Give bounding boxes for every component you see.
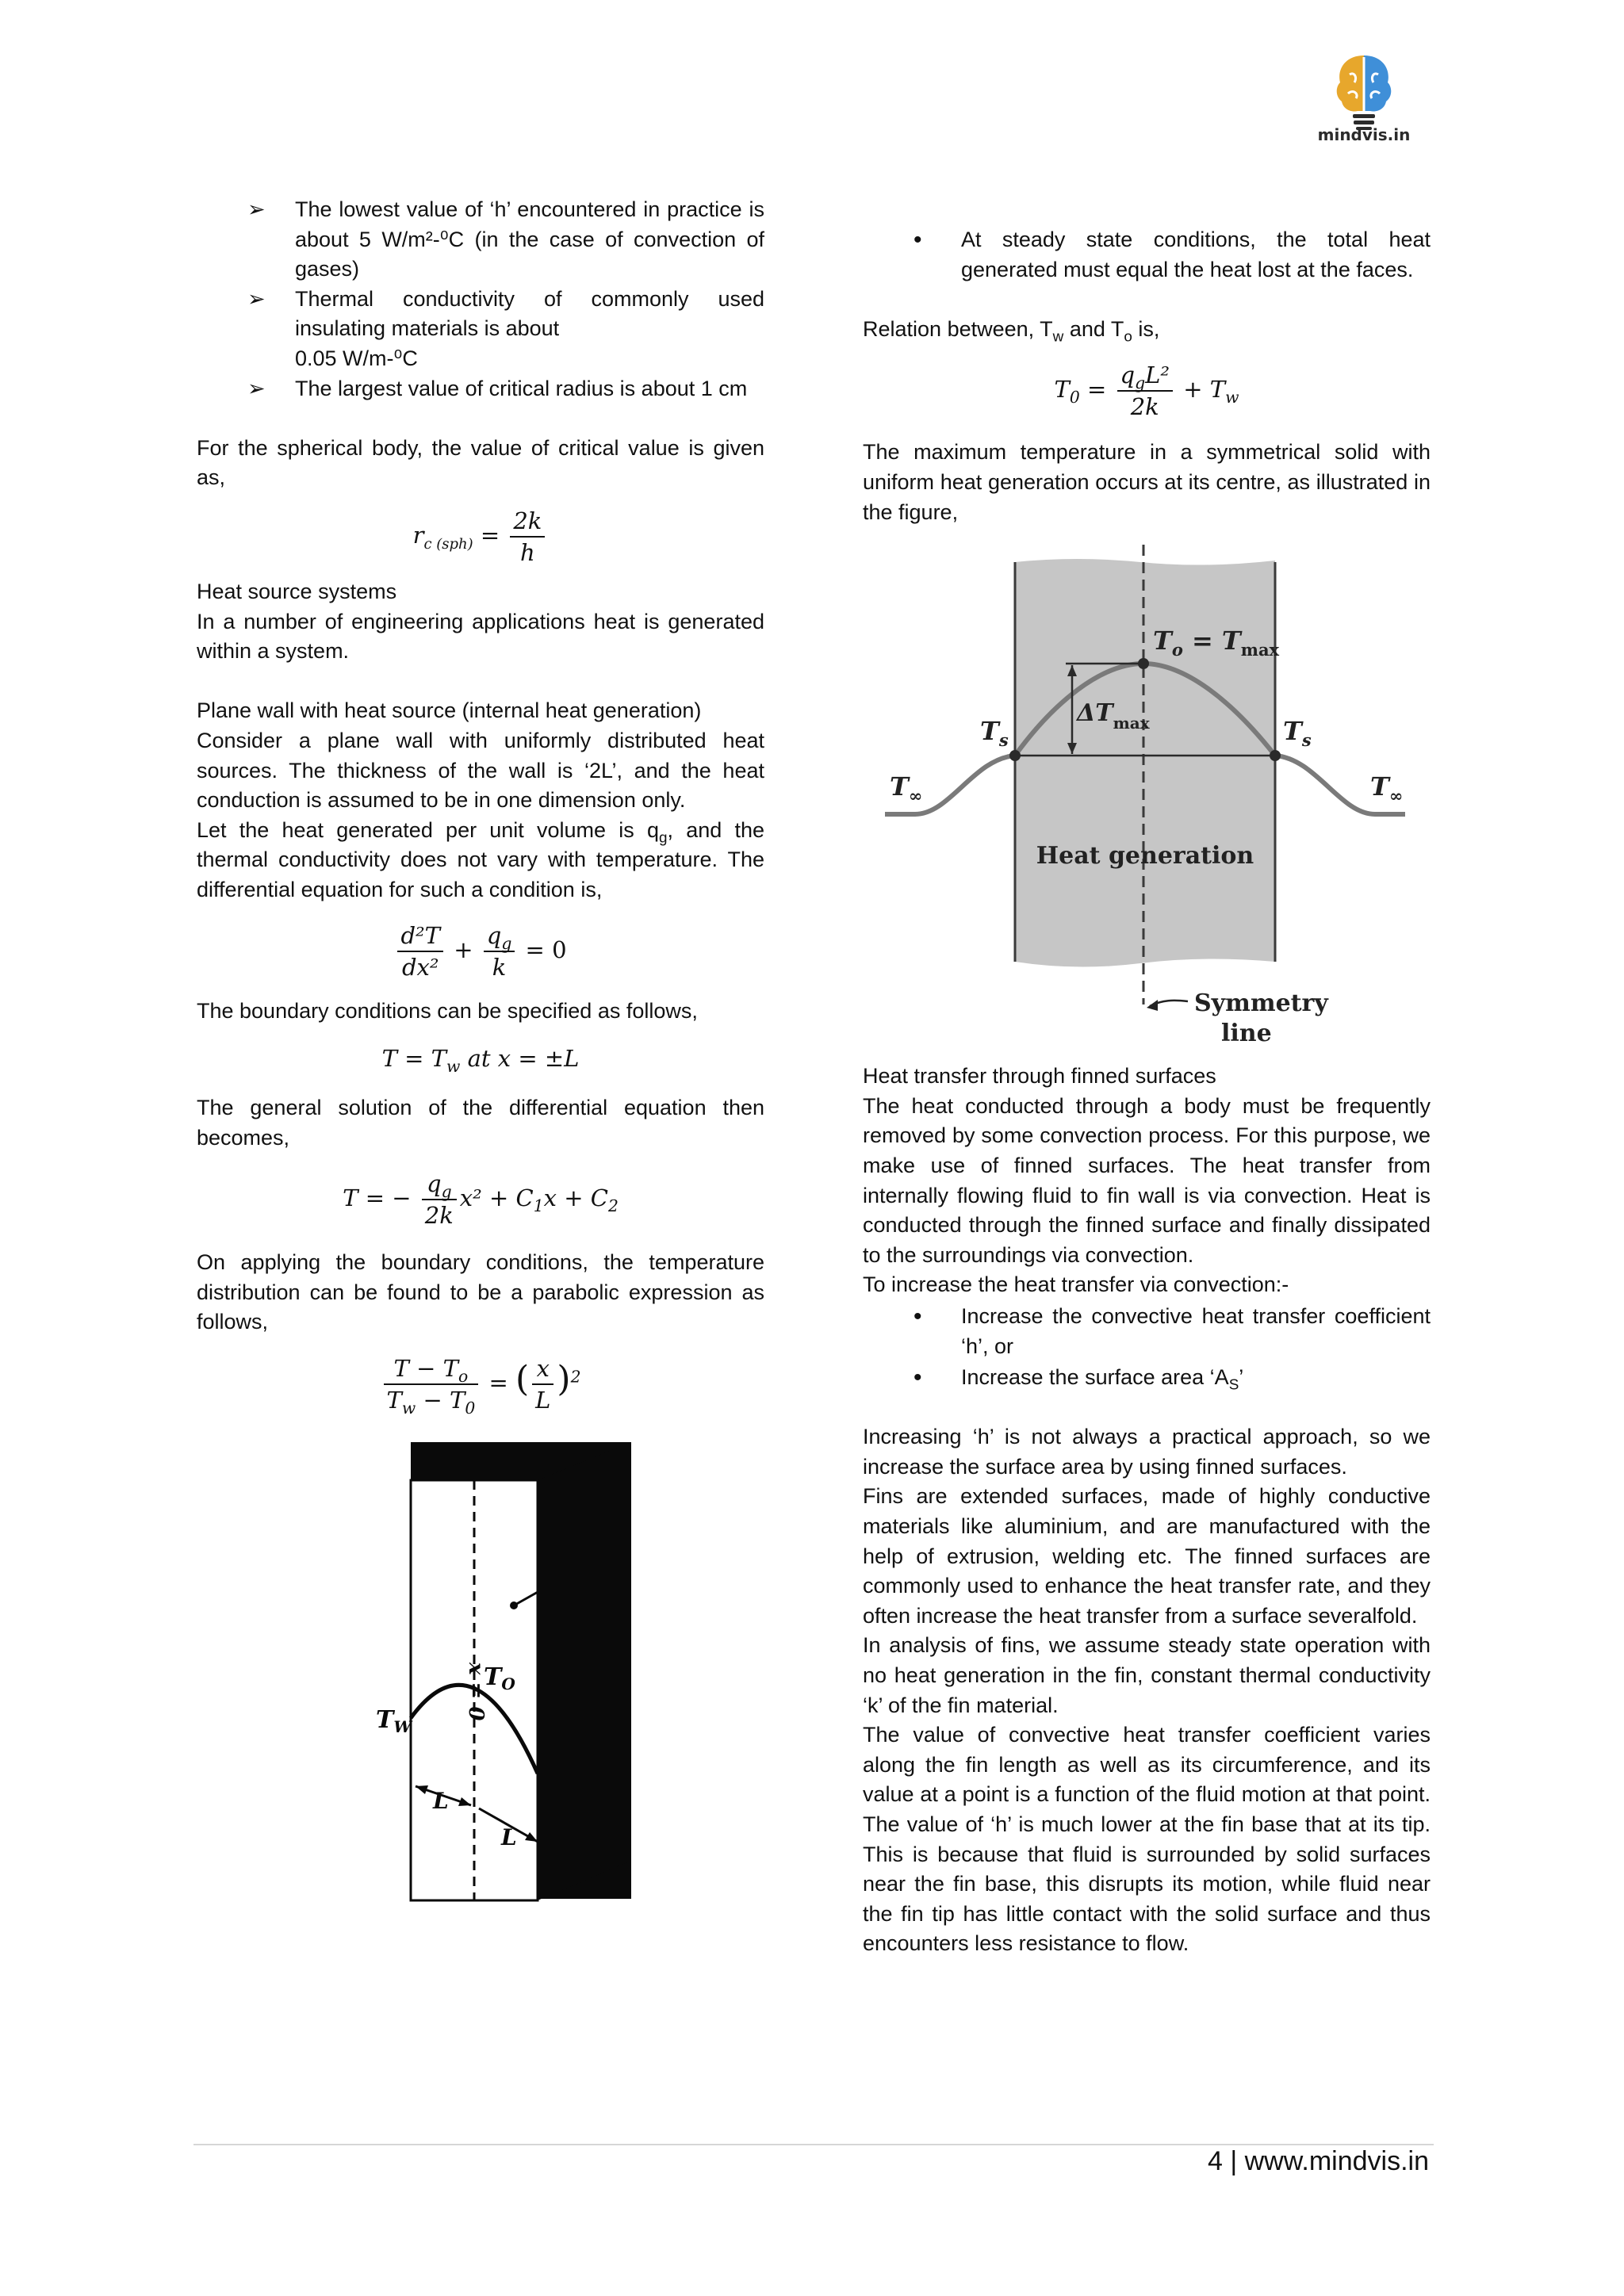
plane-wall-text: Consider a plane wall with uniformly distributed heat sources. The thickness of the wall is ‘2L’, and the heat conduction is assumed to be in one dimension only. [197,728,764,813]
x0-label: x = 0 [464,1663,488,1721]
mindvis-logo[interactable] [1308,48,1419,151]
fin-paragraph-3: Fins are extended surfaces, made of highly conductive materials like aluminium, and are manufactured with the help of extrusion, welding etc. The finned surfaces are commonly used to enhance the heat transfer rate, and they often increase the heat transfer from a surface severalfold. [863,1484,1431,1628]
plane-wall-figure [197,1425,764,1916]
heat-generation-figure [863,537,1431,1060]
fin-paragraph-5: The value of convective heat transfer coefficient varies along the fin length as well as its circumference, and its value at a point is a function of the fluid motion at that point. The value of ‘h’ is much lower at the fin base that at its tip. This is because that fluid is surrounded by solid surfaces near the fin base, this disrupts its motion, while fluid near the fin tip has little contact with the solid surface and thus encounters less resistance to flow. [863,1723,1431,1956]
to-label: $T_O$ [484,1663,515,1694]
page-footer: 4 | www.mindvis.in [1207,2146,1429,2176]
footer-site-link[interactable]: www.mindvis.in [1244,2146,1429,2176]
equation-parabolic: $\frac{T - T_o}{T_w - T_0}$ = ( $\frac{x}{L}$ )$^2$ [197,1355,764,1422]
to-max-label: $T_o = T_{max}$ [1153,626,1280,660]
fin-paragraph-4: In analysis of fins, we assume steady state operation with no heat generation in the fin, constant thermal conductivity ‘k’ of the fin material. [863,1633,1431,1717]
list-item: ➢ The largest value of critical radius is about 1 cm [197,374,764,404]
arrow-bullet-icon: ➢ [247,197,266,221]
ts-right-label: $T_s$ [1283,716,1312,751]
list-item: ➢ The lowest value of ‘h’ encountered in practice is about 5 W/m²-⁰C (in the case of convection of gases) [197,195,764,285]
fin-increase-intro: To increase the heat transfer via convection:- [863,1272,1289,1297]
spherical-intro: For the spherical body, the value of critical value is given as, [197,435,764,490]
applying-text: On applying the boundary conditions, the temperature distribution can be found to be a parabolic expression as follows, [197,1250,764,1334]
tinf-left-label: $T_\infty$ [890,771,923,806]
equation-general-solution: T = − $\frac{q_g}{2k}$ $x^2 + C_1x + C_2$ [343,1170,619,1230]
tinf-right-label: $T_\infty$ [1370,771,1404,806]
arrow-bullet-icon: ➢ [247,376,266,400]
logo-text: mindvis.in [1317,125,1411,144]
equation-boundary: $T = T_w$ at x = ±L [381,1045,580,1076]
section-title-heat-source: Heat source systems [197,579,397,603]
equation-differential: $\frac{\text{d²T}}{\text{dx²}}$ + $\frac{q_g}{k}$ = 0 [197,922,764,989]
bullet-dot-icon: • [914,1303,922,1330]
list-item: • Increase the surface area ‘$A_S$’ [914,1364,1244,1394]
general-solution-intro: The general solution of the differential equation then becomes, [197,1096,764,1150]
section-title-fins: Heat transfer through finned surfaces [863,1064,1216,1089]
right-column [863,225,1431,1959]
l2-label: L [501,1824,517,1851]
heat-generation-label: Heat generation [1036,842,1254,871]
max-temp-text: The maximum temperature in a symmetrical solid with uniform heat generation occurs at its centre, as illustrated in the figure, [863,440,1431,524]
list-item: • Increase the convective heat transfer coefficient ‘h’, or [914,1303,1431,1358]
boundary-intro: The boundary conditions can be specified as follows, [197,999,698,1024]
fin-paragraph-1: The heat conducted through a body must be frequently removed by some convection process. For this purpose, we make use of finned surfaces. The heat transfer from internally flowing fluid to fin wall is via convection. Heat is conducted through the finned surface and finally dissipated to the surroundings via convection. [863,1093,1431,1267]
delta-tmax-label: $\Delta T_{max}$ [1077,699,1150,733]
line-label: line [1221,1020,1272,1048]
symmetry-label: Symmetry [1194,989,1328,1018]
bullet-dot-icon: • [914,1364,922,1391]
tw-label: $T_W$ [376,1706,412,1737]
bullet-dot-icon: • [914,227,922,253]
l1-label: L [433,1788,449,1815]
ts-left-label: $T_s$ [980,716,1009,751]
section-title-plane-wall: Plane wall with heat source (internal heat generation) [197,698,702,723]
list-item: ➢ Thermal conductivity of commonly used insulating materials is about 0.05 W/m-⁰C [197,285,764,374]
page-number: 4 [1207,2146,1223,2176]
equation-t0: $T_0$ = $\frac{q_gL^2}{2k}$ + $T_w$ [1054,362,1239,421]
relation-text: Relation between, $T_w$ and $T_o$ is, [863,316,1160,346]
heat-source-text: In a number of engineering applications heat is generated within a system. [197,609,764,664]
list-item: • At steady state conditions, the total heat generated must equal the heat lost at the faces. [914,227,1431,281]
left-column [197,195,764,1916]
fin-paragraph-2: Increasing ‘h’ is not always a practical approach, so we increase the surface area by using finned surfaces. [863,1425,1431,1479]
arrow-bullet-icon: ➢ [247,286,266,311]
heat-generated-text: Let the heat generated per unit volume is $q_g$, and the thermal conductivity does not vary with temperature. The differential equation for such a condition is, [197,817,764,901]
equation-critical-radius: $r_{c (sph)}$ = $\frac{2k}{h}$ [197,507,764,571]
